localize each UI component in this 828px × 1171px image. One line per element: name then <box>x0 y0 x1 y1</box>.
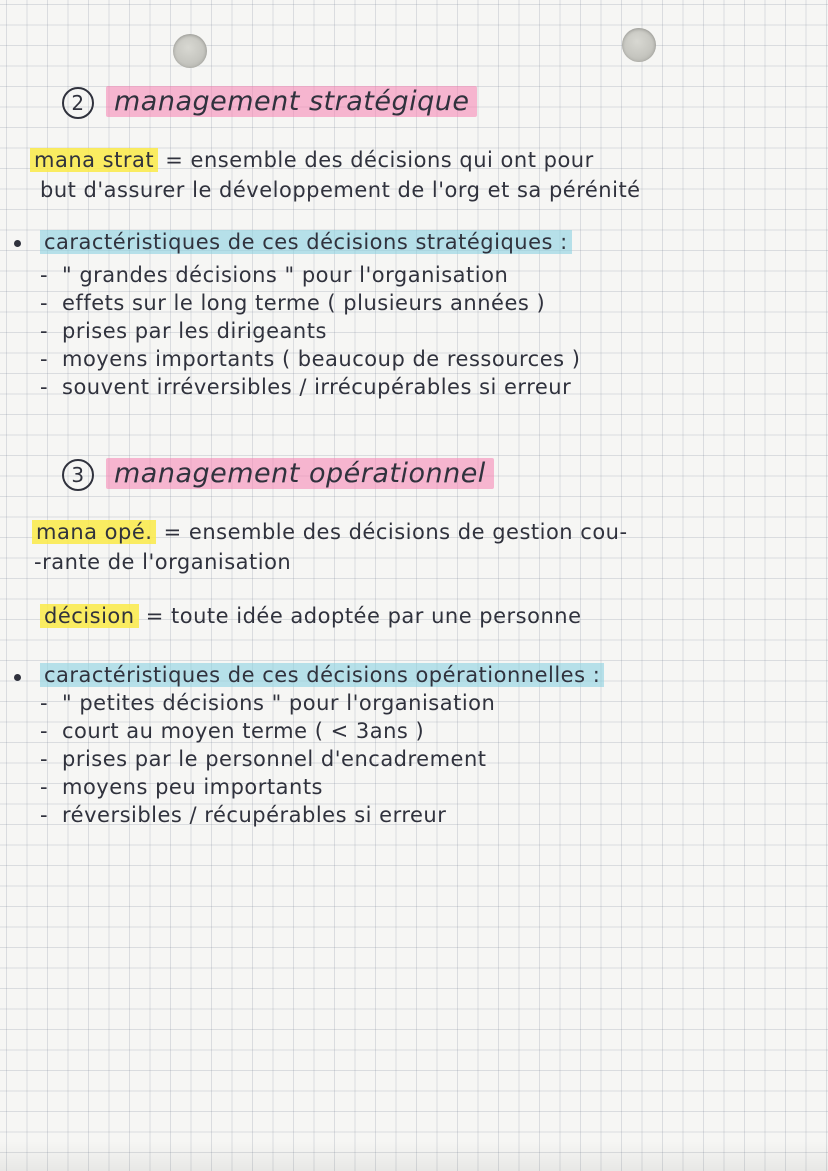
section-2-def-text1: = ensemble des décisions qui ont pour <box>165 148 594 172</box>
section-3-characteristics-heading <box>40 665 604 686</box>
list-item-text: prises par le personnel d'encadrement <box>62 747 487 771</box>
section-2-characteristics-heading <box>40 232 572 253</box>
list-item-text: souvent irréversibles / irrécupérables si erreur <box>62 375 572 399</box>
list-item-text: moyens importants ( beaucoup de ressources ) <box>62 347 581 371</box>
list-item-text: court au moyen terme ( < 3ans ) <box>62 719 425 743</box>
punch-hole-right <box>622 28 656 62</box>
punch-hole-left <box>173 34 207 68</box>
bullet-dot <box>14 240 21 247</box>
bullet-dot <box>14 674 21 681</box>
list-item-text: " petites décisions " pour l'organisation <box>62 691 496 715</box>
list-item: - réversibles / récupérables si erreur <box>40 803 447 827</box>
list-item: - " grandes décisions " pour l'organisation <box>40 263 509 287</box>
section-2-definition-line2: but d'assurer le développement de l'org et sa pérénité <box>40 178 641 202</box>
list-item-text: prises par les dirigeants <box>62 319 327 343</box>
list-item: - souvent irréversibles / irrécupérables si erreur <box>40 375 572 399</box>
list-item: - prises par le personnel d'encadrement <box>40 747 487 771</box>
section-2-number: 2 <box>62 87 94 119</box>
section-2-def-term: mana strat <box>30 148 158 172</box>
list-item-text: effets sur le long terme ( plusieurs années ) <box>62 291 546 315</box>
section-3-char-heading-text: caractéristiques de ces décisions opérationnelles : <box>40 663 604 687</box>
section-3-def-term: mana opé. <box>32 520 156 544</box>
section-2-heading <box>62 86 477 119</box>
section-2-title: management stratégique <box>106 86 477 117</box>
section-3-definition-line1 <box>32 522 628 543</box>
list-item: - " petites décisions " pour l'organisation <box>40 691 496 715</box>
list-item-text: moyens peu importants <box>62 775 324 799</box>
section-3-title: management opérationnel <box>106 458 494 489</box>
list-item: - moyens peu importants <box>40 775 324 799</box>
section-3-definition-line2: -rante de l'organisation <box>34 550 292 574</box>
section-3-def-text1: = ensemble des décisions de gestion cou- <box>163 520 628 544</box>
list-item: - effets sur le long terme ( plusieurs années ) <box>40 291 546 315</box>
list-item-text: réversibles / récupérables si erreur <box>62 803 447 827</box>
section-2-definition-line1 <box>30 150 594 171</box>
decision-term: décision <box>40 604 139 628</box>
list-item-text: " grandes décisions " pour l'organisation <box>62 263 509 287</box>
section-3-number: 3 <box>62 459 94 491</box>
decision-def-text: = toute idée adoptée par une personne <box>145 604 582 628</box>
page-bottom-shadow <box>0 1141 828 1171</box>
section-3-heading <box>62 458 494 491</box>
list-item: - prises par les dirigeants <box>40 319 327 343</box>
decision-definition <box>40 606 582 627</box>
section-2-char-heading-text: caractéristiques de ces décisions stratégiques : <box>40 230 572 254</box>
list-item: - court au moyen terme ( < 3ans ) <box>40 719 425 743</box>
list-item: - moyens importants ( beaucoup de ressources ) <box>40 347 581 371</box>
